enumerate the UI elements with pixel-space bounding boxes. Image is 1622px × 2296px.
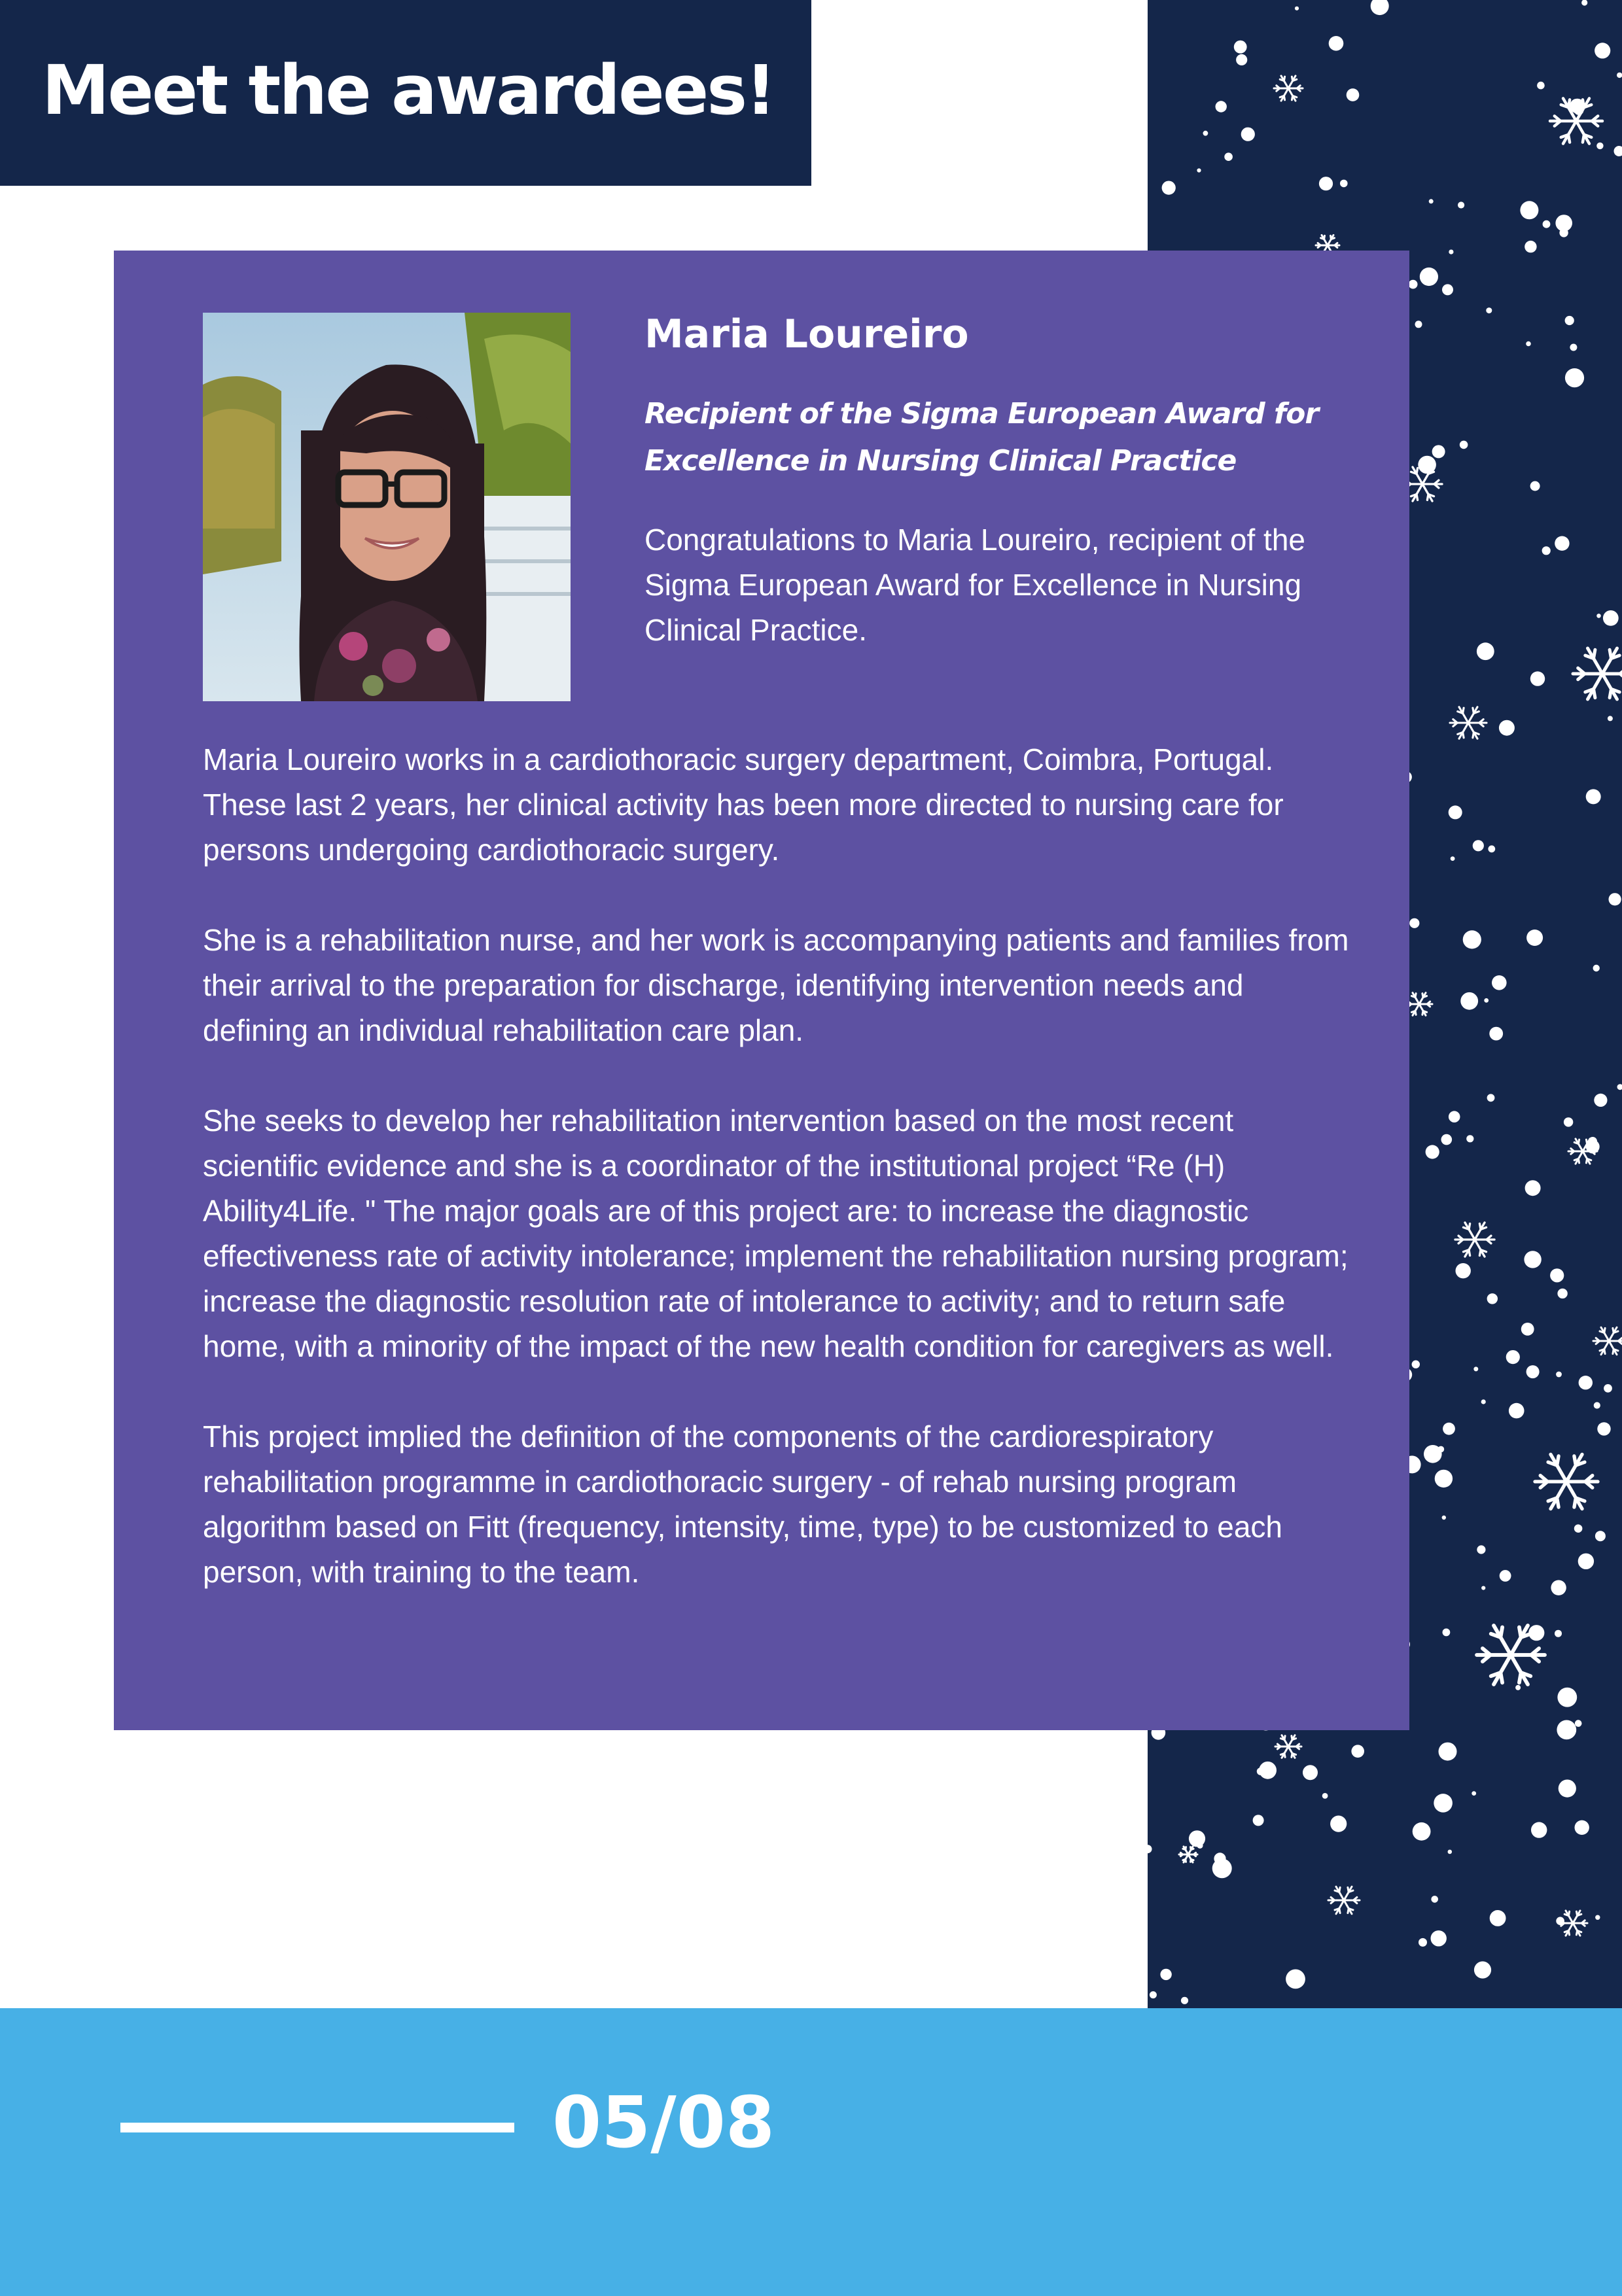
snow-dot	[1506, 1350, 1520, 1364]
snow-dot	[1559, 228, 1568, 237]
snow-dot	[1487, 1293, 1498, 1304]
snowflake-icon	[1573, 648, 1622, 699]
snowflake-icon	[1593, 1327, 1622, 1355]
snow-dot	[1575, 1720, 1582, 1727]
snow-dot	[1594, 1402, 1600, 1408]
snow-dot	[1329, 36, 1344, 51]
snow-dot	[1319, 177, 1333, 190]
snow-dot	[1189, 1830, 1205, 1847]
portrait-image	[203, 313, 571, 701]
snow-dot	[1330, 1816, 1347, 1832]
snow-dot	[1477, 642, 1494, 660]
snow-dot	[1617, 73, 1622, 78]
snow-dot	[1604, 1384, 1612, 1393]
snow-dot	[1595, 43, 1610, 58]
snow-dot	[1439, 1743, 1457, 1761]
snow-dot	[1434, 1794, 1453, 1813]
snow-dot	[1449, 250, 1453, 254]
snow-dot	[1477, 1545, 1485, 1554]
snow-dot	[1241, 128, 1255, 141]
snow-dot	[1431, 1930, 1447, 1946]
snow-dot	[1458, 201, 1464, 208]
snow-dot	[1492, 975, 1507, 990]
snow-dot	[1473, 840, 1484, 851]
snow-dot	[1515, 1685, 1521, 1690]
snow-dot	[1409, 918, 1419, 928]
snow-dot	[1564, 1117, 1573, 1126]
snow-dot	[1472, 1791, 1476, 1796]
snow-dot	[1555, 1630, 1562, 1637]
snow-dot	[1224, 152, 1233, 161]
snow-dot	[1596, 143, 1603, 149]
snow-dot	[1415, 321, 1422, 328]
snow-dot	[1432, 445, 1445, 458]
snow-dot	[1565, 316, 1574, 325]
snow-dot	[1419, 1938, 1427, 1947]
snow-dot	[1526, 341, 1531, 347]
awardee-photo	[203, 313, 571, 701]
snow-dot	[1443, 1423, 1455, 1435]
snow-dot	[1466, 1135, 1473, 1142]
awardee-card	[114, 251, 1409, 1730]
snow-dot	[1351, 1745, 1364, 1758]
snow-dot	[1460, 992, 1478, 1010]
snow-dot	[1212, 1858, 1232, 1878]
snow-dot	[1595, 1915, 1600, 1920]
snow-dot	[1543, 220, 1551, 228]
snow-dot	[1449, 805, 1462, 819]
footer-bar	[0, 2008, 1622, 2296]
snow-dot	[1412, 1361, 1420, 1368]
snow-dot	[1487, 1094, 1495, 1102]
snow-dot	[1148, 1845, 1152, 1853]
congratulations-text: Congratulations to Maria Loureiro, recipient of the Sigma European Award for Excellence in Nursing Clinical Practice.	[644, 523, 1306, 647]
snow-dot	[1526, 1365, 1540, 1378]
snow-dot	[1559, 1780, 1576, 1798]
snow-dot	[1521, 1323, 1534, 1336]
snow-dot	[1486, 307, 1492, 313]
snow-dot	[1420, 268, 1438, 286]
snow-dot	[1295, 7, 1299, 10]
snow-dot	[1525, 241, 1536, 252]
bio-paragraph: She is a rehabilitation nurse, and her work is accompanying patients and families from their arrival to the preparation for discharge, identifying intervention needs and defining an individual rehabilitation care plan.	[203, 923, 1349, 1047]
snow-dot	[1441, 1134, 1453, 1145]
snow-dot	[1575, 1820, 1589, 1835]
snow-dot	[1551, 1580, 1566, 1595]
snow-dot	[1597, 1422, 1610, 1435]
snow-dot	[1347, 88, 1360, 101]
snow-dot	[1542, 546, 1551, 555]
snow-dot	[1617, 1084, 1622, 1090]
snow-dot	[1525, 1180, 1541, 1196]
snow-dot	[1253, 1815, 1264, 1826]
snowflake-icon	[1328, 1887, 1360, 1914]
snow-dot	[1162, 181, 1176, 195]
bio-paragraph: This project implied the definition of the components of the cardiorespiratory rehabilitation programme in cardiothoracic surgery - of rehab nursing program algorithm based on Fitt (frequency, intensity, time, type) to be customized to each person, with training to the team.	[203, 1419, 1282, 1589]
page-number: 05/08	[552, 2082, 775, 2164]
snow-dot	[1570, 344, 1577, 351]
snow-dot	[1371, 0, 1389, 15]
snow-dot	[1484, 998, 1489, 1003]
snowflake-icon	[1455, 1223, 1494, 1257]
snow-dot	[1509, 1403, 1525, 1419]
snow-dot	[1413, 1822, 1431, 1841]
snow-dot	[1520, 201, 1538, 219]
snow-dot	[1448, 1850, 1453, 1854]
snow-dot	[1489, 1027, 1503, 1041]
snow-dot	[1481, 1586, 1485, 1590]
snow-dot	[1203, 131, 1208, 136]
snow-dot	[1474, 1961, 1491, 1978]
snow-dot	[1449, 1111, 1460, 1122]
snow-dot	[1608, 716, 1613, 721]
snowflake-icon	[1275, 1735, 1301, 1758]
awardee-name: Maria Loureiro	[644, 311, 969, 357]
snow-dot	[1463, 930, 1481, 948]
snow-dot	[1579, 1376, 1593, 1389]
snowflake-icon	[1179, 1847, 1197, 1862]
snow-dot	[1473, 1366, 1478, 1371]
snowflake-icon	[1450, 707, 1487, 739]
snow-dot	[1437, 1446, 1444, 1453]
snow-dot	[1435, 1470, 1453, 1487]
snow-dot	[1574, 1524, 1583, 1533]
footer-divider-line	[120, 2123, 514, 2132]
snow-dot	[1593, 965, 1600, 971]
bio-paragraph: She seeks to develop her rehabilitation intervention based on the most recent scientific evidence and she is a coordinator of the institutional project “Re (H) Ability4Life. " The major goals are of this project are: to increase the diagnostic effectiveness rate of activity intolerance; implement the rehabilitation nursing program; increase the diagnostic resolution rate of intolerance to activity; and to return safe home, with a minority of the impact of the new health condition for caregivers as well.	[203, 1104, 1349, 1363]
snow-dot	[1340, 180, 1348, 188]
snow-dot	[1524, 1251, 1541, 1268]
snow-dot	[1530, 671, 1545, 686]
snow-dot	[1500, 1570, 1511, 1582]
snowflake-icon	[1559, 1911, 1587, 1936]
snow-dot	[1556, 1372, 1562, 1378]
snow-dot	[1609, 893, 1621, 905]
snow-dot	[1456, 1263, 1471, 1278]
snow-dot	[1586, 789, 1601, 804]
snow-dot	[1614, 146, 1622, 156]
snow-dot	[1442, 1516, 1446, 1520]
snowflake-icon	[1535, 1454, 1598, 1508]
snow-dot	[1426, 1145, 1439, 1158]
snow-dot	[1303, 1765, 1318, 1780]
snow-dot	[1550, 1268, 1564, 1282]
snow-dot	[1537, 82, 1545, 90]
snow-dot	[1490, 1910, 1506, 1926]
snow-dot	[1160, 1969, 1171, 1980]
header-banner	[0, 0, 811, 186]
award-title: Recipient of the Sigma European Award for Excellence in Nursing Clinical Practice	[644, 397, 1319, 478]
snow-dot	[1531, 1822, 1547, 1837]
snow-dot	[1322, 1793, 1328, 1799]
snowflake-icon	[1274, 76, 1303, 101]
snow-dot	[1557, 1688, 1577, 1707]
snow-dot	[1557, 1720, 1576, 1740]
snow-dot	[1596, 614, 1601, 618]
snow-dot	[1499, 720, 1515, 736]
snow-dot	[1442, 284, 1453, 295]
snow-dot	[1578, 1554, 1594, 1569]
snow-dot	[1236, 54, 1247, 65]
bio-paragraph: Maria Loureiro works in a cardiothoracic surgery department, Coimbra, Portugal. These last 2 years, her clinical activity has been more directed to nursing care for persons undergoing cardiothoracic surgery.	[203, 742, 1284, 867]
snow-dot	[1409, 280, 1418, 289]
snow-dot	[1451, 856, 1455, 861]
awardee-bio	[203, 737, 1354, 1640]
snow-dot	[1488, 845, 1495, 852]
snow-dot	[1286, 1970, 1305, 1989]
snow-dot	[1581, 0, 1587, 6]
snow-dot	[1150, 1991, 1157, 1998]
snow-dot	[1557, 1289, 1567, 1298]
snow-dot	[1429, 199, 1434, 203]
snow-dot	[1526, 930, 1543, 946]
snow-dot	[1565, 368, 1584, 387]
snowflake-icon	[1406, 993, 1432, 1016]
snow-dot	[1460, 441, 1468, 449]
snow-dot	[1555, 536, 1569, 551]
snow-dot	[1481, 1399, 1486, 1404]
snow-dot	[1431, 1896, 1438, 1903]
snow-dot	[1594, 1094, 1607, 1107]
snow-dot	[1595, 1531, 1606, 1541]
snow-dot	[1259, 1762, 1277, 1779]
snow-dot	[1234, 41, 1247, 54]
snow-dot	[1603, 610, 1619, 626]
snow-dot	[1216, 101, 1227, 112]
snow-dot	[1197, 168, 1201, 172]
snow-dot	[1443, 1629, 1451, 1637]
snow-dot	[1181, 1997, 1188, 2004]
page-title: Meet the awardees!	[42, 50, 775, 130]
snow-dot	[1530, 481, 1540, 491]
